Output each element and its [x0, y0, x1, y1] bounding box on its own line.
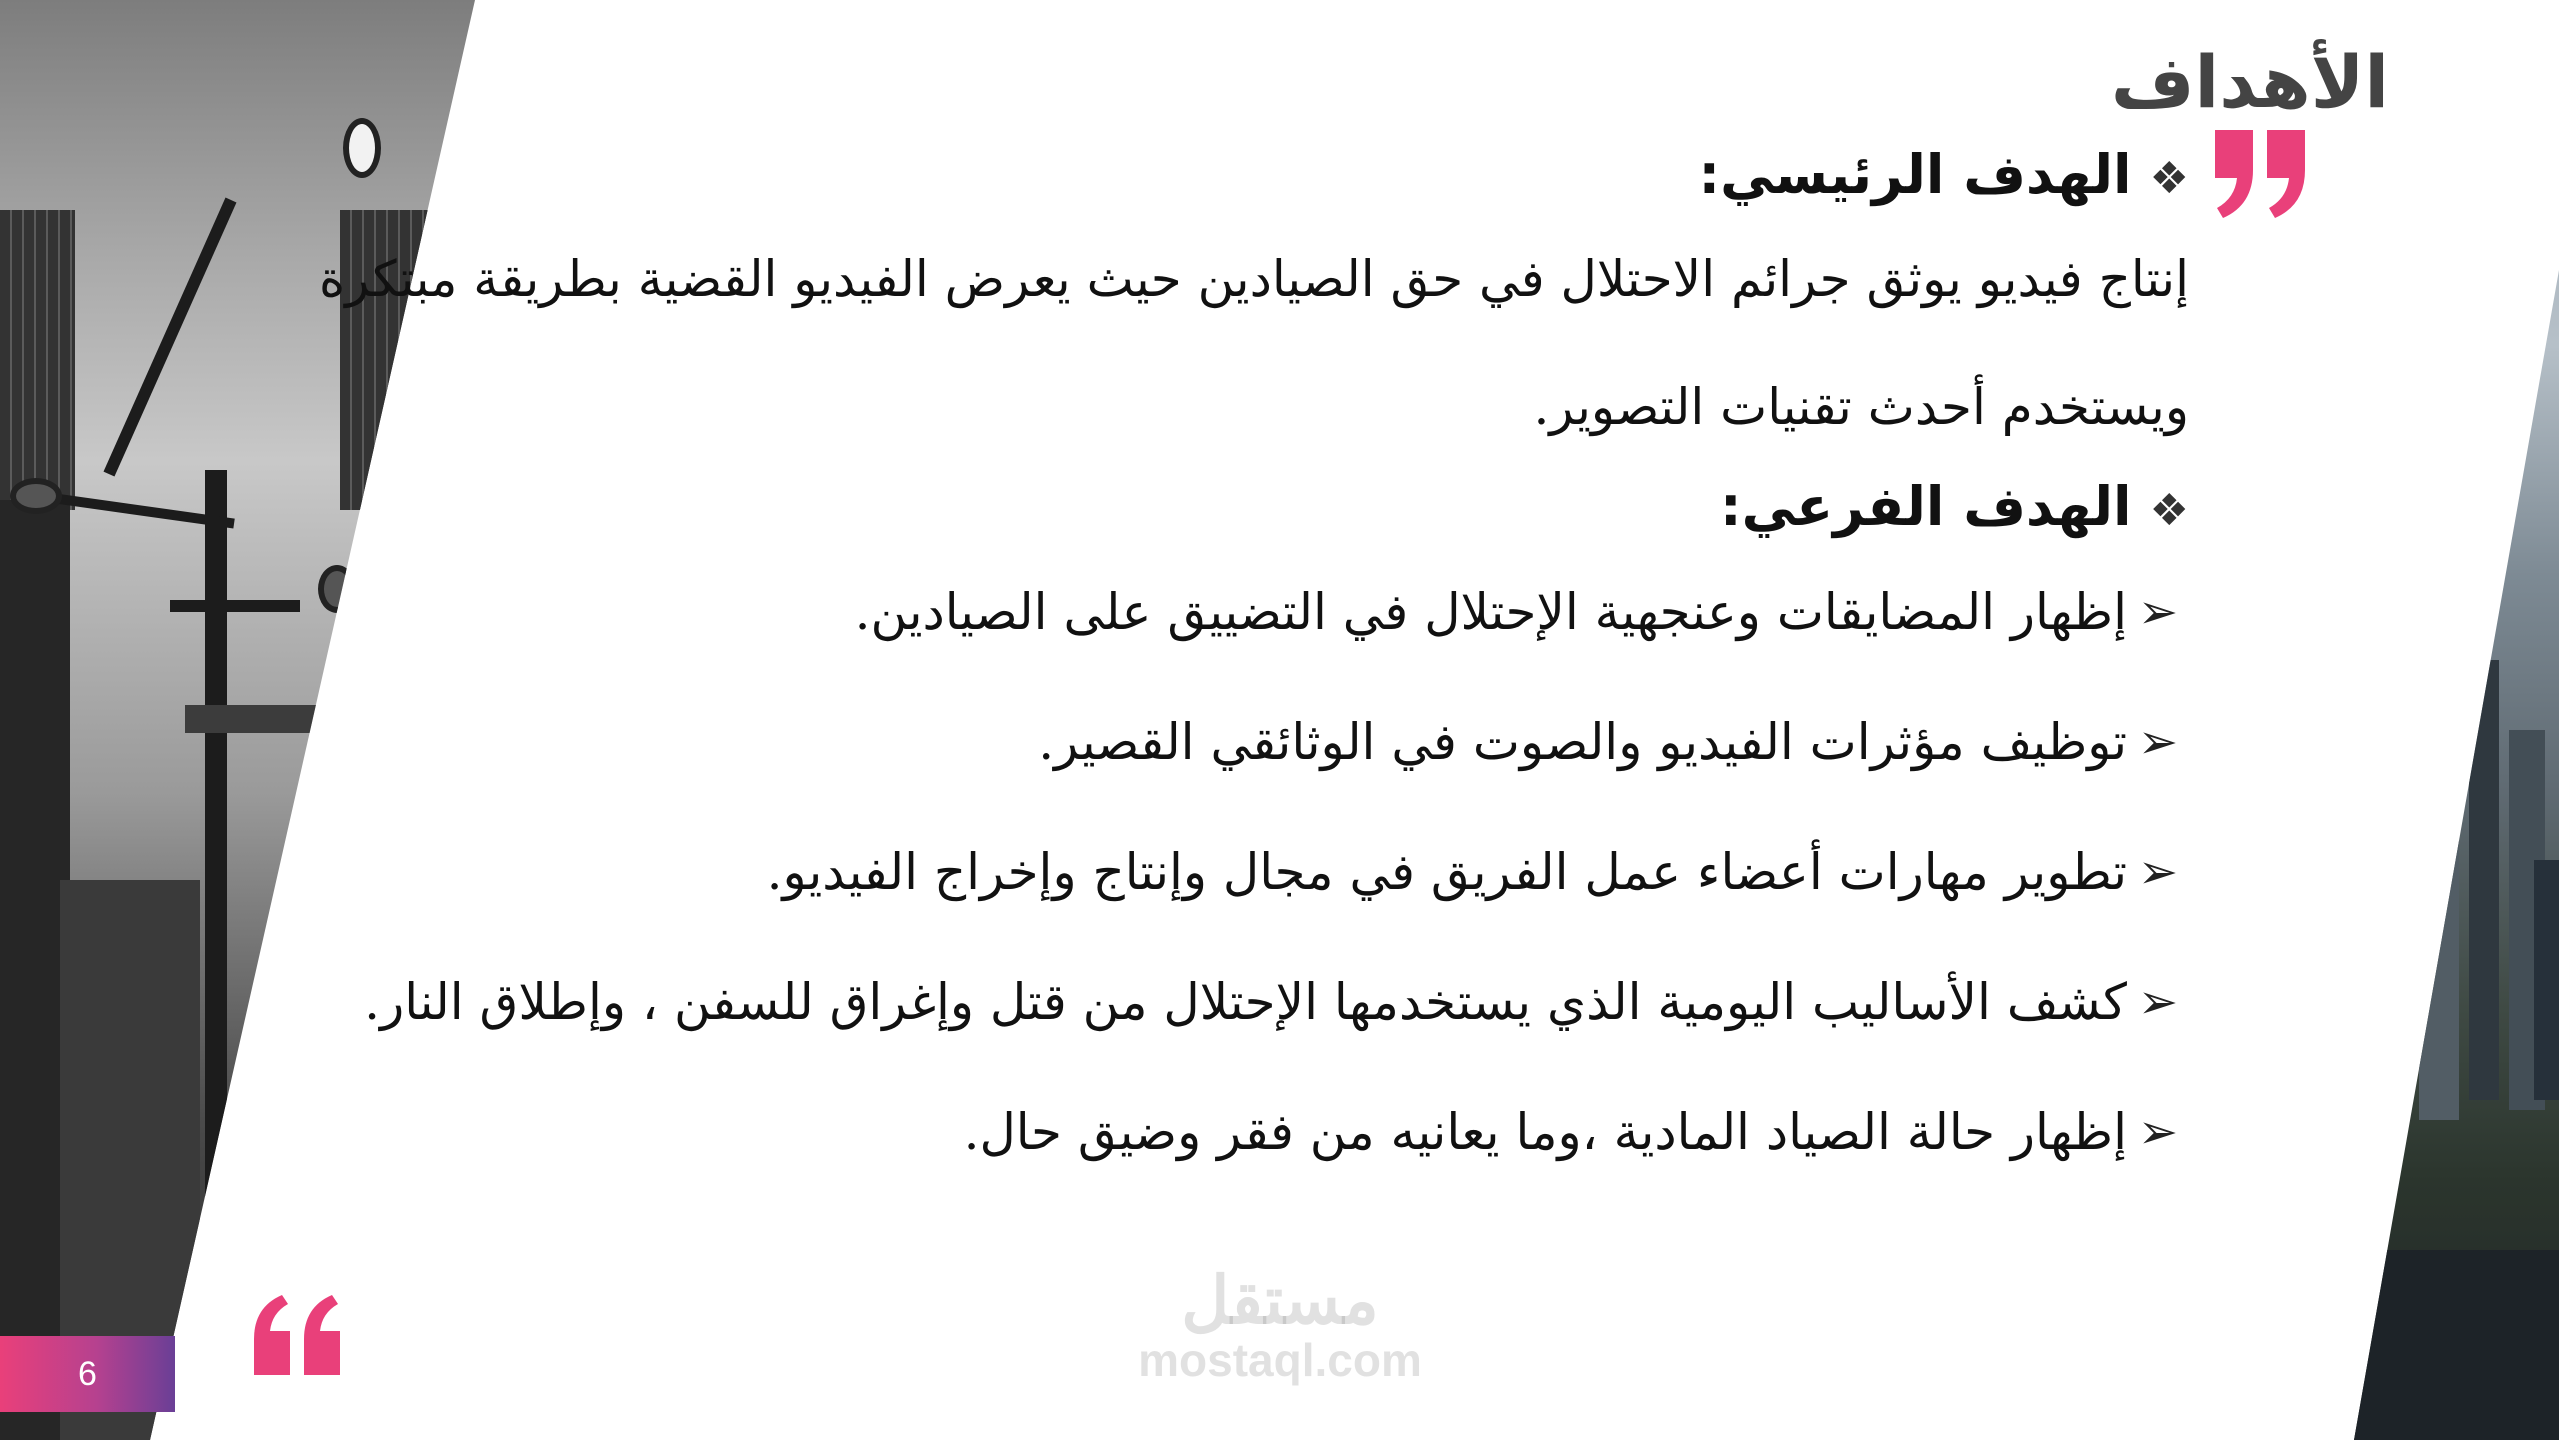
watermark-url: mostaql.com: [1138, 1334, 1422, 1386]
opening-quote-icon: [245, 1290, 345, 1380]
list-item: [200, 677, 2189, 807]
page-number: 6: [78, 1354, 97, 1393]
slide-content: [200, 135, 2189, 1197]
list-item-text: توظيف مؤثرات الفيديو والصوت في الوثائقي القصير.: [1038, 713, 2127, 771]
list-item-text: إظهار حالة الصياد المادية ،وما يعانيه من فقر وضيق حال.: [963, 1103, 2127, 1161]
river: [2319, 1250, 2559, 1440]
main-goal-heading: [200, 135, 2189, 215]
watermark: [1120, 1265, 1440, 1385]
closing-quote-icon: [2205, 120, 2315, 220]
street-lamp-left: [10, 478, 62, 514]
list-item: [200, 937, 2189, 1067]
list-item-text: كشف الأساليب اليومية الذي يستخدمها الإحتلال من قتل وإغراق للسفن ، وإطلاق النار.: [364, 973, 2127, 1031]
arrow-bullet-icon: ➢: [2137, 714, 2179, 770]
watermark-arabic: مستقل: [1181, 1263, 1379, 1337]
arrow-bullet-icon: ➢: [2137, 844, 2179, 900]
list-item: [200, 807, 2189, 937]
diamond-bullet-icon: ❖: [2149, 153, 2189, 204]
tower-3: [2419, 820, 2459, 1120]
building-left-top: [0, 210, 75, 510]
sub-goal-list: [200, 547, 2189, 1197]
tower-4: [2534, 860, 2559, 1100]
tower-1: [2469, 660, 2499, 1100]
arrow-bullet-icon: ➢: [2137, 1104, 2179, 1160]
sub-goal-heading-text: الهدف الفرعي:: [1720, 475, 2132, 538]
list-item-text: إظهار المضايقات وعنجهية الإحتلال في التضييق على الصيادين.: [854, 583, 2127, 641]
arrow-bullet-icon: ➢: [2137, 974, 2179, 1030]
diamond-bullet-icon: ❖: [2149, 485, 2189, 536]
main-goal-text: إنتاج فيديو يوثق جرائم الاحتلال في حق الصيادين حيث يعرض الفيديو القضية بطريقة مبتكرة ويستخدم أحدث تقنيات التصوير.: [319, 250, 2189, 436]
arrow-bullet-icon: ➢: [2137, 584, 2179, 640]
main-goal-heading-text: الهدف الرئيسي:: [1698, 143, 2132, 206]
page-number-badge: [0, 1336, 175, 1412]
list-item-text: تطوير مهارات أعضاء عمل الفريق في مجال وإنتاج وإخراج الفيديو.: [766, 843, 2127, 901]
list-item: [200, 1067, 2189, 1197]
list-item: [200, 547, 2189, 677]
slide-title: الأهداف: [2110, 40, 2389, 124]
sub-goal-heading: [200, 467, 2189, 547]
right-city-photo: [2319, 0, 2559, 1440]
